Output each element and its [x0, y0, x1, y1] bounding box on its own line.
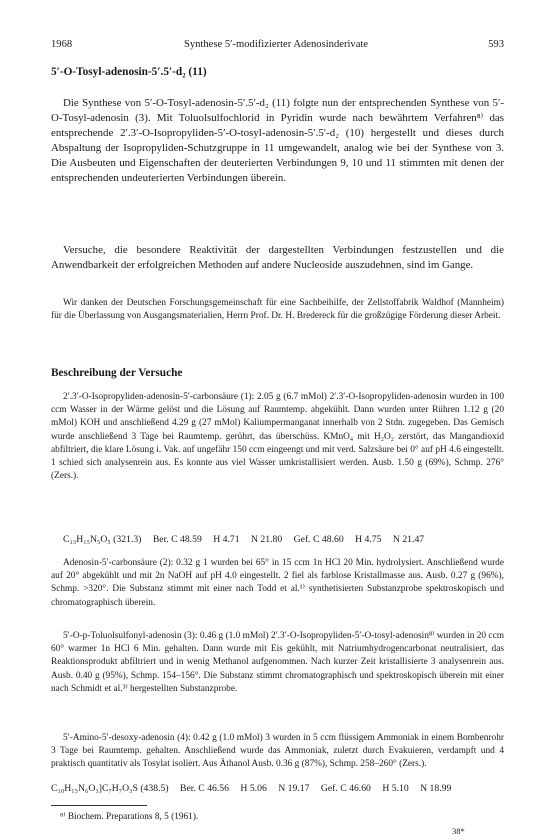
formula-2-found-h: H 5.10: [382, 783, 409, 794]
experiment-3: 5′-O-p-Toluolsulfonyl-adenosin (3): 0.46 g (1.0 mMol) 2′.3′-O-Isopropyliden-5′-O-tosyl-adenosin⁸⁾ wurden in 20 ccm 60° warmer 1n HCl 6 Min. gehalten. Dann wurde mit Eis gekühlt, mit Natriumhydrogencarbonat neutralisiert, das Reaktionsprodukt abfiltriert und in wenig Methanol aufgenommen. Nach kurzer Zeit kristallisierte 3 analysenrein aus. Ausb. 0.40 g (95%), Schmp. 154–156°. Die Substanz stimmt chromatographisch und spektroskopisch überein mit einer nach Schmidt et al.³⁾ hergestellten Substanzprobe.: [51, 631, 504, 694]
page-number: 593: [488, 39, 504, 50]
paragraph-synthesis: Die Synthese von 5′-O-Tosyl-adenosin-5′.5′-d₂ (11) folgte nun der entsprechenden Synthese von 5′-O-Tosyl-adenosin (3). Mit Toluolsulfochlorid in Pyridin wurde nach bewährtem Verfahren⁸⁾ das entsprechende 2′.3′-O-Isopropyliden-5′-O-tosyl-adenosin-5′.5′-d₂ (10) hergestellt und dieses durch Abspaltung der Isopropyliden-Schutzgruppe in 11 umgewandelt, analog wie bei der Synthese von 3. Die Ausbeuten und Eigenschaften der deuterierten Verbindungen 9, 10 und 11 stimmten mit denen der entsprechenden undeuterierten Verbindungen überein.: [51, 97, 504, 185]
formula-1-compound: C₁₃H₁₅N₅O₅ (321.3): [63, 534, 142, 545]
formula-1-calc-c: Ber. C 48.59: [152, 534, 202, 545]
formula-1-found-n: N 21.47: [392, 534, 425, 545]
header-title: Synthese 5′-modifizierter Adenosinderivate: [183, 39, 369, 50]
page-signature-mark: 38*: [452, 826, 465, 836]
experiment-1: 2′.3′-O-Isopropyliden-adenosin-5′-carbonsäure (1): 2.05 g (6.7 mMol) 2′.3′-O-Isopropyliden-adenosin wurden in 100 ccm Wasser in der Wärme gelöst und die Lösung auf Raumtemp. abgekühlt. Dann wurden unter Rühren 1.12 g (20 mMol) KOH und anschließend 4.29 g (27 mMol) Kaliumpermanganat innerhalb von 2 Stdn. zugegeben. Das Gemisch wurde anschließend 3 Tage bei Raumtemp. gerührt, das überschüss. KMnO₄ mit H₂O₂ zerstört, das Mangandioxid abfiltriert, die klare Lösung i. Vak. auf ungefähr 150 ccm eingeengt und mit verd. Salzsäure bei 0° auf pH 4.6 eingestellt. 1 schied sich analysenrein aus. Es konnte aus viel Wasser umkristallisiert werden. Ausb. 1.50 g (69%), Schmp. 276° (Zers.).: [51, 392, 504, 482]
footnote-rule: [51, 805, 147, 806]
formula-1: [51, 534, 504, 545]
paragraph-outlook: Versuche, die besondere Reaktivität der dargestellten Verbindungen festzustellen und die Anwendbarkeit der erfolgreichen Methoden auf andere Nucleoside auszudehnen, sind im Gange.: [51, 244, 504, 272]
formula-1-found-h: H 4.75: [355, 534, 382, 545]
experiment-4: 5′-Amino-5′-desoxy-adenosin (4): 0.42 g (1.0 mMol) 3 wurden in 5 ccm flüssigem Ammoniak in einem Bombenrohr 3 Tage bei Raumtemp. gehalten. Anschließend wurde das Ammoniak, zuletzt durch Evakuieren, verdampft und 4 praktisch quantitativ als Tosylat isoliert. Aus Äthanol Ausb. 0.36 g (87%), Schmp. 258–260° (Zers.).: [51, 733, 504, 770]
experiment-2: Adenosin-5′-carbonsäure (2): 0.32 g 1 wurden bei 65° in 15 ccm 1n HCl 20 Min. hydrolysiert. Anschließend wurde auf 20° abgekühlt und mit 2n NaOH auf pH 4.0 eingestellt. 2 fiel als farblose Kristallmasse aus. Ausb. 0.27 g (96%), Schmp. >320°. Die Substanz stimmt mit einer nach Todd et al.¹⁾ synthetisierten Substanzprobe spektroskopisch und chromatographisch überein.: [51, 558, 504, 608]
section-heading-experiments: Beschreibung der Versuche: [51, 367, 183, 379]
formula-2-calc-n: N 19.17: [278, 783, 310, 794]
formula-2: [51, 783, 504, 794]
formula-2-found-c: Gef. C 46.60: [320, 783, 371, 794]
footnote: ⁸⁾ Biochem. Preparations 8, 5 (1961).: [60, 812, 199, 822]
formula-2-found-n: N 18.99: [420, 783, 452, 794]
header-year: 1968: [51, 39, 73, 50]
formula-1-calc-h: H 4.71: [213, 534, 240, 545]
acknowledgement: Wir danken der Deutschen Forschungsgemeinschaft für eine Sachbeihilfe, der Zellstoffabrik Waldhof (Mannheim) für die Überlassung von Ausgangsmaterialien, Herrn Prof. Dr. H. Bredereck für die großzügige Förderung dieser Arbeit.: [51, 298, 504, 322]
section-heading-tosyl: 5′-O-Tosyl-adenosin-5′.5′-d₂ (11): [51, 66, 207, 78]
formula-1-calc-n: N 21.80: [251, 534, 283, 545]
formula-2-compound: C₁₀H₁₅N₆O₃]C₇H₇O₃S (438.5): [51, 783, 169, 794]
formula-2-calc-h: H 5.06: [240, 783, 267, 794]
formula-2-calc-c: Ber. C 46.56: [180, 783, 229, 794]
formula-1-found-c: Gef. C 48.60: [293, 534, 344, 545]
